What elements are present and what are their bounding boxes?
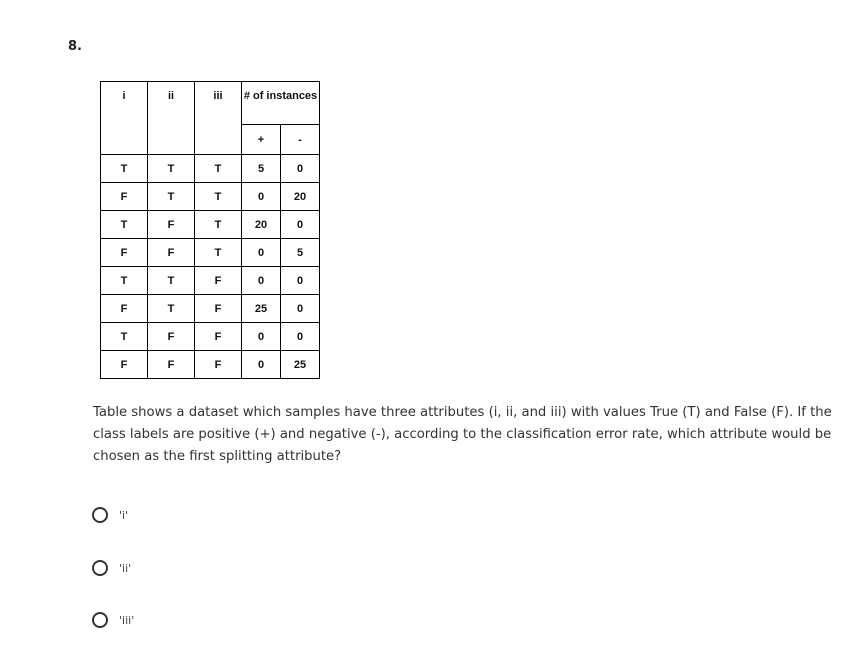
option-i[interactable]	[92, 507, 128, 523]
header-attr-i: i	[101, 82, 148, 155]
table-cell: 0	[281, 323, 320, 351]
table-cell: T	[101, 267, 148, 295]
question-text: Table shows a dataset which samples have three attributes (i, ii, and iii) with values True (T) and False (F). If the class labels are positive (+) and negative (-), according to the classification error rate, which attribute would be chosen as the first splitting attribute?	[93, 405, 832, 464]
table-cell: F	[101, 295, 148, 323]
table-cell: 0	[242, 323, 281, 351]
table-cell: 0	[281, 211, 320, 239]
table-cell: F	[195, 351, 242, 379]
table-cell: 0	[242, 183, 281, 211]
table-row	[101, 267, 320, 295]
table-cell: T	[195, 183, 242, 211]
table-cell: F	[101, 239, 148, 267]
header-instance-count: # of instances	[242, 82, 320, 125]
table-cell: F	[101, 351, 148, 379]
table-row	[101, 239, 320, 267]
header-attr-ii: ii	[148, 82, 195, 155]
radio-button-ii[interactable]	[92, 560, 108, 576]
table-row	[101, 351, 320, 379]
table-cell: 0	[242, 239, 281, 267]
table-cell: 5	[281, 239, 320, 267]
table-cell: 0	[281, 295, 320, 323]
table-cell: F	[148, 323, 195, 351]
option-iii[interactable]	[92, 612, 134, 628]
table-cell: 0	[281, 155, 320, 183]
dataset-table	[100, 81, 320, 379]
radio-button-i[interactable]	[92, 507, 108, 523]
table-cell: F	[195, 295, 242, 323]
table-row	[101, 295, 320, 323]
table-cell: T	[101, 323, 148, 351]
table-cell: 25	[242, 295, 281, 323]
table-cell: 0	[281, 267, 320, 295]
table-cell: 20	[242, 211, 281, 239]
table-cell: T	[148, 295, 195, 323]
table-row	[101, 183, 320, 211]
table-row	[101, 155, 320, 183]
table-row	[101, 323, 320, 351]
table-cell: F	[148, 351, 195, 379]
option-label-ii: 'ii'	[119, 561, 132, 575]
header-attr-iii: iii	[195, 82, 242, 155]
table-cell: 20	[281, 183, 320, 211]
option-label-i: 'i'	[119, 508, 129, 522]
table-cell: T	[195, 155, 242, 183]
table-cell: F	[148, 239, 195, 267]
table-cell: T	[148, 155, 195, 183]
table-cell: 0	[242, 267, 281, 295]
table-cell: T	[101, 155, 148, 183]
table-row	[101, 211, 320, 239]
table-cell: 0	[242, 351, 281, 379]
table-cell: T	[195, 211, 242, 239]
table-cell: 25	[281, 351, 320, 379]
header-positive: +	[242, 125, 281, 155]
radio-button-iii[interactable]	[92, 612, 108, 628]
table-cell: T	[101, 211, 148, 239]
table-cell: T	[195, 239, 242, 267]
table-cell: T	[148, 267, 195, 295]
option-ii[interactable]	[92, 560, 131, 576]
table-cell: T	[148, 183, 195, 211]
table-cell: F	[101, 183, 148, 211]
question-number: 8.	[68, 39, 82, 54]
table-cell: 5	[242, 155, 281, 183]
table-cell: F	[195, 267, 242, 295]
header-negative: -	[281, 125, 320, 155]
option-label-iii: 'iii'	[119, 613, 135, 627]
table-cell: F	[195, 323, 242, 351]
table-cell: F	[148, 211, 195, 239]
